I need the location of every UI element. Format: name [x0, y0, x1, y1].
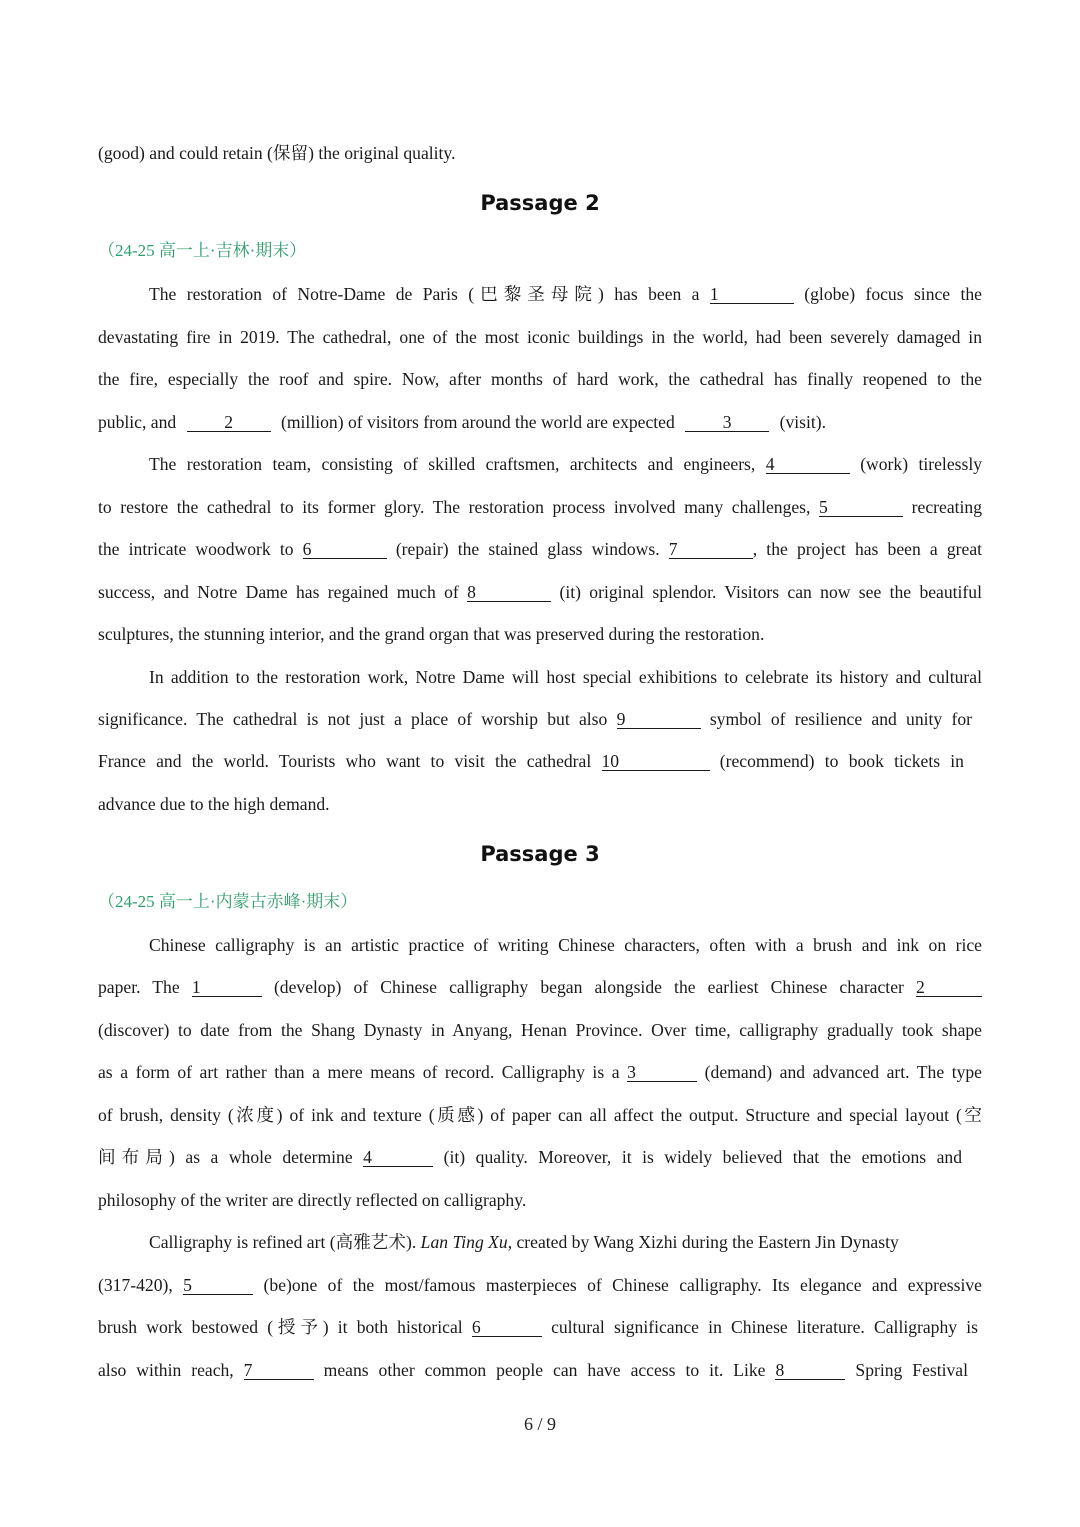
text-fragment: Calligraphy is refined art (高雅艺术). [149, 1232, 417, 1252]
text-line [98, 1359, 968, 1381]
text-line [98, 750, 964, 772]
text-line [98, 623, 982, 645]
text-fragment: devastating fire in 2019. The cathedral, one of the most iconic buildings in the world, had been severely damaged in [98, 327, 982, 347]
text-fragment: as a form of art rather than a mere means of record. Calligraphy is a [98, 1062, 620, 1082]
passage-2-source: （24-25 高一上·吉林·期末） [98, 241, 307, 260]
text-line [98, 326, 982, 348]
text-fragment: (develop) of Chinese calligraphy began alongside the earliest Chinese character [273, 977, 904, 997]
text-line [98, 368, 982, 390]
text-fragment: (million) of visitors from around the world are expected [281, 412, 675, 432]
blank-10: 10 [602, 752, 710, 771]
text-line [98, 1061, 982, 1083]
text-line [98, 793, 982, 815]
text-line [149, 453, 982, 475]
text-line [149, 283, 982, 305]
blank-5: 5 [183, 1276, 253, 1295]
text-fragment: , the project has been a great [752, 539, 983, 559]
text-fragment: (repair) the stained glass windows. [395, 539, 660, 559]
text-fragment: In addition to the restoration work, Notre Dame will host special exhibitions to celebrate its history and cultural [149, 667, 982, 687]
text-fragment: (globe) focus since the [804, 284, 982, 304]
text-fragment: of brush, density (浓度) of ink and texture (质感) of paper can all affect the output. Structure and special layout (空 [98, 1105, 982, 1125]
text-fragment: (be)one of the most/famous masterpieces of Chinese calligraphy. Its elegance and expressive [263, 1275, 982, 1295]
text-line [98, 1019, 982, 1041]
blank-5: 5 [819, 498, 903, 517]
text-fragment: also within reach, [98, 1360, 234, 1380]
text-fragment: significance. The cathedral is not just a place of worship but also [98, 709, 608, 729]
text-fragment: The restoration of Notre-Dame de Paris (巴黎圣母院) has been a [149, 284, 700, 304]
text-fragment: the fire, especially the roof and spire. Now, after months of hard work, the cathedral has finally reopened to the [98, 369, 982, 389]
text-line [98, 1274, 982, 1296]
text-line [98, 581, 982, 603]
text-fragment: recreating [911, 497, 982, 517]
text-line [98, 1104, 982, 1126]
text-fragment: (recommend) to book tickets in [719, 751, 964, 771]
text-line [149, 934, 982, 956]
text-fragment: (good) and could retain (保留) the original quality. [98, 143, 456, 163]
text-line [149, 1231, 982, 1253]
passage-3-title: Passage 3 [480, 842, 600, 866]
text-fragment: philosophy of the writer are directly reflected on calligraphy. [98, 1190, 527, 1210]
text-line [98, 496, 982, 518]
passage-2-title: Passage 2 [480, 191, 600, 215]
text-line [98, 1316, 978, 1338]
text-fragment: France and the world. Tourists who want to visit the cathedral [98, 751, 592, 771]
text-line [98, 142, 982, 164]
blank-3: 3 [685, 413, 769, 432]
text-line [98, 411, 982, 433]
text-fragment: , created by Wang Xizhi during the Eastern Jin Dynasty [507, 1232, 899, 1252]
text-fragment: the intricate woodwork to [98, 539, 294, 559]
blank-1: 1 [710, 285, 794, 304]
text-fragment: means other common people can have access to it. Like [323, 1360, 766, 1380]
blank-2: 2 [187, 413, 271, 432]
text-fragment: Spring Festival [855, 1360, 968, 1380]
text-fragment: Chinese calligraphy is an artistic practice of writing Chinese characters, often with a brush and ink on rice [149, 935, 982, 955]
text-fragment: The restoration team, consisting of skilled craftsmen, architects and engineers, [149, 454, 756, 474]
book-title: Lan Ting Xu [420, 1232, 508, 1252]
text-fragment: advance due to the high demand. [98, 794, 330, 814]
text-fragment: cultural significance in Chinese literature. Calligraphy is [551, 1317, 978, 1337]
blank-7: 7 [669, 540, 753, 559]
text-fragment: paper. The [98, 977, 180, 997]
blank-4: 4 [766, 455, 850, 474]
text-fragment: (it) original splendor. Visitors can now see the beautiful [559, 582, 982, 602]
text-fragment: 间布局) as a whole determine [98, 1147, 353, 1167]
text-fragment: symbol of resilience and unity for [709, 709, 972, 729]
page-number: 6 / 9 [523, 1414, 556, 1434]
text-fragment: to restore the cathedral to its former glory. The restoration process involved many challenges, [98, 497, 811, 517]
blank-2: 2 [916, 978, 982, 997]
text-fragment: (visit). [779, 412, 827, 432]
text-fragment: brush work bestowed (授予) it both historical [98, 1317, 463, 1337]
text-fragment: (work) tirelessly [860, 454, 983, 474]
blank-6: 6 [472, 1318, 542, 1337]
text-fragment: (317-420), [98, 1275, 173, 1295]
blank-4: 4 [363, 1148, 433, 1167]
blank-9: 9 [617, 710, 701, 729]
blank-3: 3 [627, 1063, 697, 1082]
text-line [98, 1189, 982, 1211]
blank-6: 6 [303, 540, 387, 559]
text-fragment: (it) quality. Moreover, it is widely believed that the emotions and [443, 1147, 963, 1167]
text-fragment: (demand) and advanced art. The type [704, 1062, 982, 1082]
passage-3-source: （24-25 高一上·内蒙古赤峰·期末） [98, 892, 358, 911]
text-line [98, 1146, 962, 1168]
blank-8: 8 [775, 1361, 845, 1380]
text-line [98, 538, 982, 560]
text-line [149, 666, 982, 688]
blank-1: 1 [192, 978, 262, 997]
text-fragment: public, and [98, 412, 177, 432]
blank-8: 8 [467, 583, 551, 602]
text-fragment: (discover) to date from the Shang Dynasty in Anyang, Henan Province. Over time, calligraphy gradually took shape [98, 1020, 982, 1040]
text-fragment: success, and Notre Dame has regained much of [98, 582, 459, 602]
text-line [98, 976, 982, 998]
text-fragment: sculptures, the stunning interior, and the grand organ that was preserved during the restoration. [98, 624, 765, 644]
blank-7: 7 [244, 1361, 314, 1380]
text-line [98, 708, 972, 730]
